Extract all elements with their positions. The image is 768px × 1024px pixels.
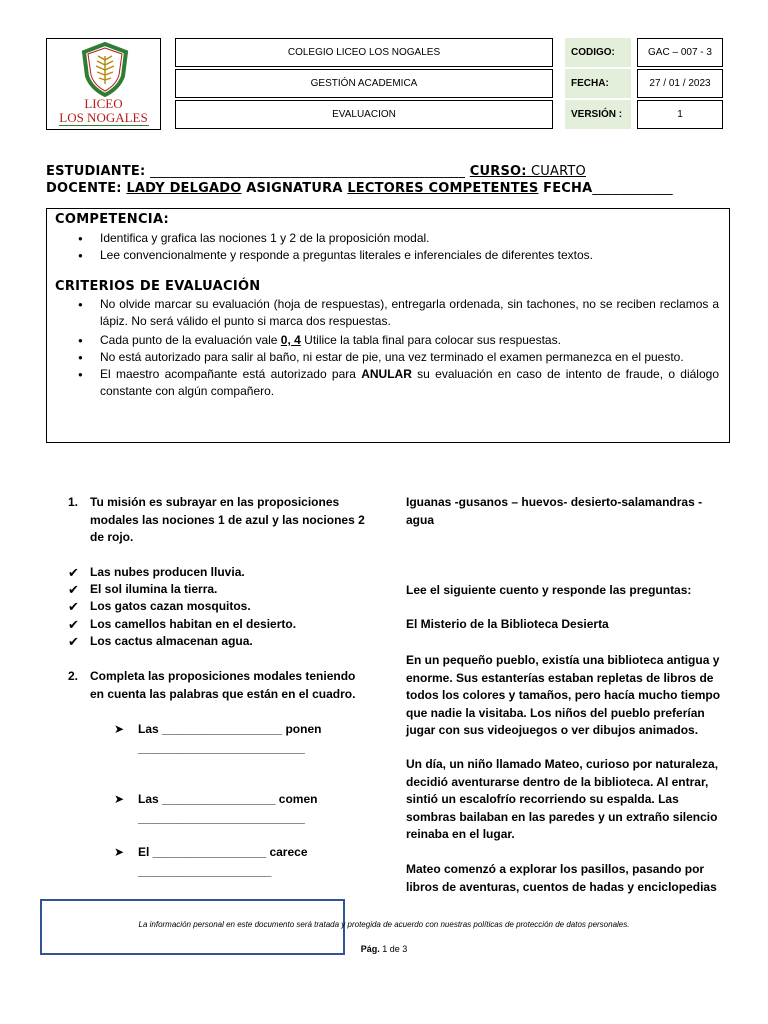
department-name: GESTIÓN ACADEMICA	[310, 78, 418, 89]
proposition-item	[68, 616, 297, 634]
criterios-title: CRITERIOS DE EVALUACIÓN	[55, 279, 261, 294]
question-text: Completa las proposiciones modales teniendo en cuenta las palabras que están en el cuadro.	[90, 669, 356, 701]
fill-in-text: Las _________________ comen _________________________	[138, 792, 318, 825]
word-bank: Iguanas -gusanos – huevos- desierto-salamandras - agua	[406, 495, 703, 527]
criterio-item	[100, 332, 719, 349]
page-label: Pág.	[360, 944, 380, 954]
logo-box	[46, 38, 161, 130]
estudiante-label: ESTUDIANTE:	[46, 164, 146, 179]
proposition-text: Los gatos cazan mosquitos.	[90, 599, 251, 613]
criterio-item: ● No olvide marcar su evaluación (hoja de respuestas), entregarla ordenada, sin tachones, no se reciben reclamos a lápiz. No será válido el punto si marca dos respuestas.	[100, 296, 719, 330]
proposition-text: El sol ilumina la tierra.	[90, 582, 218, 596]
checkmark-icon: ✔	[68, 599, 79, 614]
checkmark-icon: ✔	[68, 565, 79, 580]
codigo-label: CODIGO:	[565, 38, 631, 67]
checkmark-icon: ✔	[68, 582, 79, 597]
proposition-item	[68, 633, 253, 651]
fill-in-text: El _________________ carece ____________________	[138, 845, 308, 878]
version-value: 1	[677, 109, 683, 120]
document-type: EVALUACION	[332, 109, 396, 120]
school-name: COLEGIO LICEO LOS NOGALES	[287, 47, 441, 58]
docente-line	[46, 181, 673, 196]
checkmark-icon: ✔	[68, 634, 79, 649]
reading-instruction: Lee el siguiente cuento y responde las preguntas:	[406, 583, 692, 597]
competencia-item: ● Lee convencionalmente y responde a preguntas literales e inferenciales de diferentes textos.	[100, 247, 720, 264]
fecha-field-blank: ____________	[592, 181, 673, 196]
question-2	[68, 668, 370, 703]
asignatura-label: ASIGNATURA	[246, 181, 343, 196]
arrow-bullet-icon: ➤	[114, 845, 125, 859]
proposition-text: Los camellos habitan en el desierto.	[90, 617, 297, 631]
story-paragraph: En un pequeño pueblo, existía una biblioteca antigua y enorme. Sus estanterías estaban repletas de libros de todos los colores y tamaños, pero hacía mucho tiempo que nadie la visitaba. Los niños del pueblo preferían jugar con sus videojuegos o ver dibujos animados.	[406, 653, 721, 737]
curso-label: CURSO:	[469, 164, 527, 179]
version-label: VERSIÓN :	[565, 100, 631, 129]
page-indicator	[0, 944, 768, 954]
asignatura-value: LECTORES COMPETENTES	[347, 181, 539, 196]
page-text: 1 de 3	[379, 944, 408, 954]
criterio-text: Cada punto de la evaluación vale	[100, 333, 281, 347]
story-paragraph: Mateo comenzó a explorar los pasillos, pasando por libros de aventuras, cuentos de hadas y enciclopedias	[406, 862, 717, 894]
fill-in-item	[114, 720, 338, 758]
story-paragraph: Un día, un niño llamado Mateo, curioso por naturaleza, decidió aventurarse dentro de la biblioteca. Al entrar, sintió un escalofrío recorriendo su espalda. Las sombras bailaban en las paredes y un extraño silencio reinaba en el lugar.	[406, 757, 719, 841]
competencia-title: COMPETENCIA:	[55, 212, 170, 227]
criterio-text: Utilice la tabla final para colocar sus respuestas.	[300, 333, 561, 347]
question-1	[68, 494, 370, 547]
curso-value: CUARTO	[526, 164, 586, 179]
question-number: 2.	[68, 669, 79, 683]
proposition-item	[68, 581, 218, 599]
criterio-item	[100, 366, 719, 400]
checkmark-icon: ✔	[68, 617, 79, 632]
proposition-text: Los cactus almacenan agua.	[90, 634, 253, 648]
criterio-item: ● No está autorizado para salir al baño, ni estar de pie, una vez terminado el examen permanezca en el puesto.	[100, 349, 719, 366]
question-text: Tu misión es subrayar en las proposiciones modales las nociones 1 de azul y las nociones 2 de rojo.	[90, 495, 365, 544]
docente-value: LADY DELGADO	[126, 181, 242, 196]
student-line	[46, 164, 586, 179]
school-shield-icon	[81, 42, 129, 97]
point-value: 0, 4	[280, 333, 301, 347]
fecha-label: FECHA:	[565, 69, 631, 98]
anular-word: ANULAR	[361, 367, 412, 381]
competencia-item: ● Identifica y grafica las nociones 1 y 2 de la proposición modal.	[100, 230, 720, 247]
privacy-note: La información personal en este documento será tratada y protegida de acuerdo con nuestras políticas de protección de datos personales.	[138, 920, 630, 929]
fill-in-item	[114, 790, 338, 828]
proposition-text: Las nubes producen lluvia.	[90, 565, 245, 579]
fecha-value: 27 / 01 / 2023	[649, 78, 711, 89]
criterio-text: El maestro acompañante está autorizado para	[100, 367, 362, 381]
logo-line1: LICEO	[84, 96, 123, 111]
logo-line2: LOS NOGALES	[59, 110, 148, 125]
codigo-value: GAC – 007 - 3	[648, 47, 712, 58]
arrow-bullet-icon: ➤	[114, 722, 125, 736]
story-title: El Misterio de la Biblioteca Desierta	[406, 617, 609, 631]
fecha-field-label: FECHA	[543, 181, 593, 196]
arrow-bullet-icon: ➤	[114, 792, 125, 806]
criterio-text: su evaluación en caso de intento de fraude, o diálogo constante con algún compañero.	[100, 367, 719, 398]
fill-in-text: Las __________________ ponen _________________________	[138, 722, 322, 755]
docente-label: DOCENTE:	[46, 181, 122, 196]
logo-underline	[59, 125, 149, 126]
proposition-item	[68, 598, 251, 616]
proposition-item	[68, 564, 245, 582]
estudiante-blank: _______________________________________________	[150, 164, 466, 179]
fill-in-item	[114, 843, 328, 881]
question-number: 1.	[68, 495, 79, 509]
